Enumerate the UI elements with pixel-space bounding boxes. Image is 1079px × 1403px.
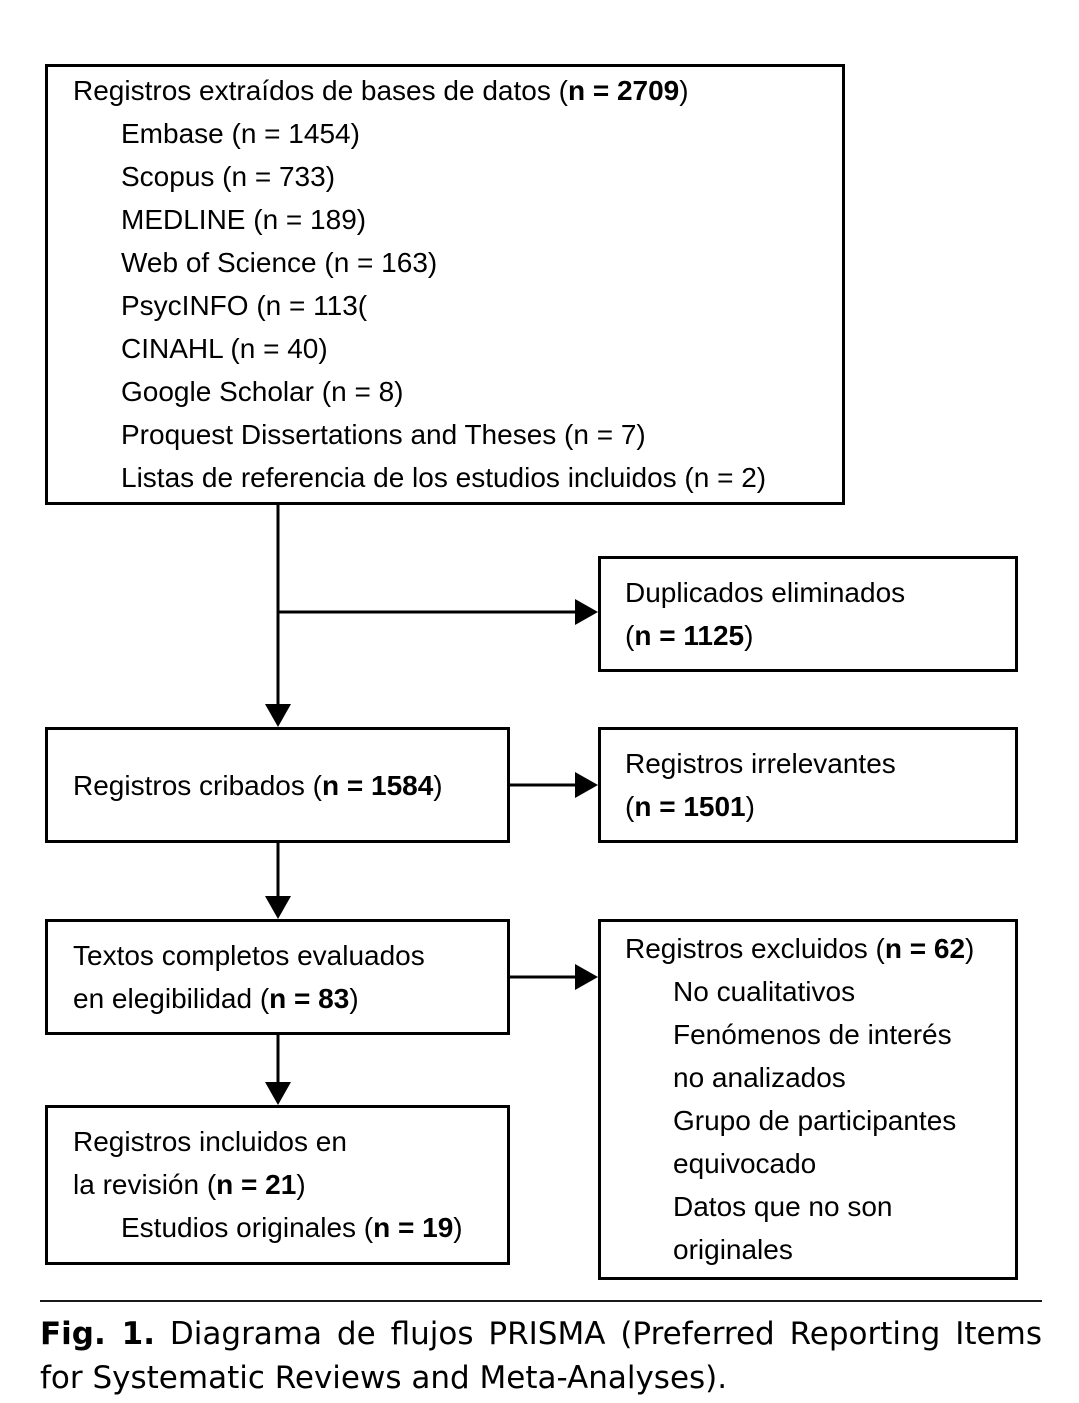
arrowhead-into-included-box (265, 1082, 291, 1105)
screened-label: Registros cribados (n = 1584) (73, 769, 443, 801)
excluded-reason-not-original-data: Datos que no son originales (673, 1191, 893, 1265)
arrowhead-into-excluded-box (575, 964, 598, 990)
duplicates-line2: (n = 1125) (625, 620, 754, 651)
database-item-reference-lists: Listas de referencia de los estudios incluidos (n = 2) (121, 462, 767, 493)
irrelevant-line2: (n = 1501) (625, 791, 755, 822)
arrowhead-into-screened-box (265, 704, 291, 727)
database-item-google-scholar: Google Scholar (n = 8) (121, 376, 404, 407)
database-item-embase: Embase (n = 1454) (121, 118, 360, 149)
included-line2: la revisión (n = 21) (73, 1169, 306, 1200)
database-item-cinahl: CINAHL (n = 40) (121, 333, 328, 364)
box-irrelevant-records (598, 727, 1018, 843)
database-item-proquest: Proquest Dissertations and Theses (n = 7) (121, 419, 646, 450)
fulltext-line1: Textos completos evaluados (73, 940, 425, 971)
excluded-reason-not-qualitative: No cualitativos (673, 976, 856, 1007)
irrelevant-line1: Registros irrelevantes (625, 748, 896, 779)
excluded-reason-wrong-participants: Grupo de participantes equivocado (673, 1105, 957, 1179)
excluded-title: Registros excluidos (n = 62) (625, 933, 975, 964)
included-line1: Registros incluidos en (73, 1126, 347, 1157)
duplicates-line1: Duplicados eliminados (625, 577, 906, 608)
box-fulltext-assessed (45, 919, 510, 1035)
included-original-studies: Estudios originales (n = 19) (121, 1212, 463, 1243)
box-duplicates-removed (598, 556, 1018, 672)
excluded-reason-phenomena: Fenómenos de interés no analizados (673, 1019, 952, 1093)
box-records-from-databases (45, 64, 845, 505)
database-item-psycinfo: PsycINFO (n = 113( (121, 290, 368, 321)
database-item-web-of-science: Web of Science (n = 163) (121, 247, 438, 278)
figure-caption (40, 1312, 1042, 1400)
arrowhead-into-fulltext-box (265, 896, 291, 919)
caption-divider (40, 1300, 1042, 1302)
databases-title: Registros extraídos de bases de datos (n = 2709) (73, 75, 689, 106)
box-records-screened (45, 727, 510, 843)
figure-caption-text: Diagrama de flujos PRISMA (Preferred Reporting Items for Systematic Reviews and Meta-Analyses). (40, 1316, 1042, 1396)
database-item-scopus: Scopus (n = 733) (121, 161, 336, 192)
database-item-medline: MEDLINE (n = 189) (121, 204, 367, 235)
figure-label: Fig. 1. (40, 1316, 155, 1352)
arrowhead-into-duplicates-box (575, 599, 598, 625)
fulltext-line2: en elegibilidad (n = 83) (73, 983, 359, 1014)
arrowhead-into-irrelevant-box (575, 772, 598, 798)
box-records-excluded (598, 919, 1018, 1280)
box-records-included (45, 1105, 510, 1265)
